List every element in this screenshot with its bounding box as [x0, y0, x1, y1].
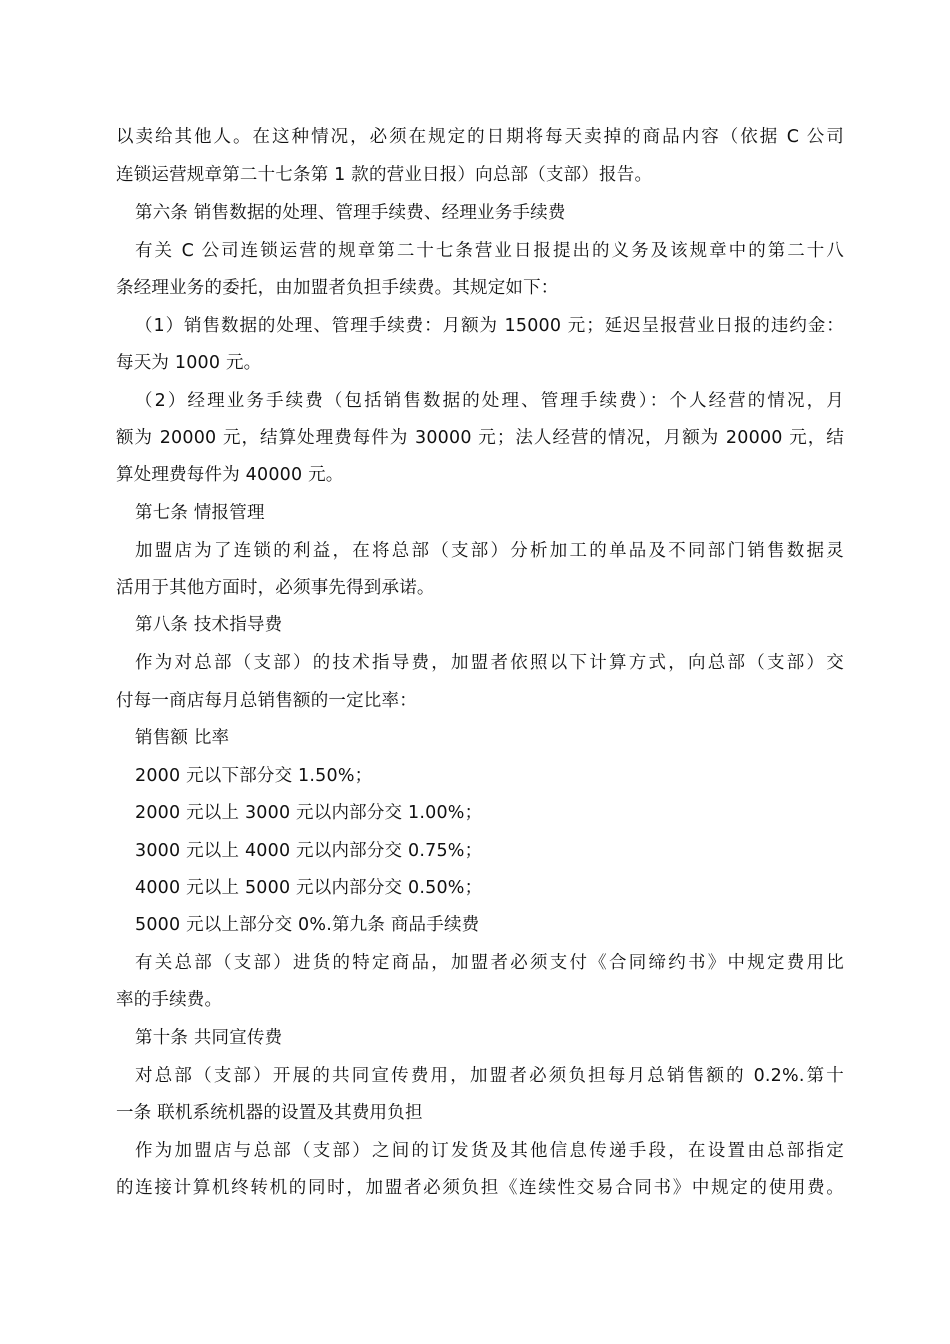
paragraph-line: 以卖给其他人。在这种情况，必须在规定的日期将每天卖掉的商品内容（依据 C 公司 — [116, 127, 844, 147]
paragraph-line: 条经理业务的委托，由加盟者负担手续费。其规定如下： — [116, 278, 559, 298]
paragraph-line: 额为 20000 元，结算处理费每件为 30000 元；法人经营的情况，月额为 20000 元，结 — [116, 428, 844, 448]
paragraph-line: 作为对总部（支部）的技术指导费，加盟者依照以下计算方式，向总部（支部）交 — [135, 653, 844, 673]
paragraph-line: 的连接计算机终转机的同时，加盟者必须负担《连续性交易合同书》中规定的使用费。 — [116, 1178, 844, 1198]
rate-row: 3000 元以上 4000 元以内部分交 0.75%； — [135, 841, 483, 861]
paragraph-line: 率的手续费。 — [116, 990, 223, 1010]
paragraph-line: （2）经理业务手续费（包括销售数据的处理、管理手续费）：个人经营的情况，月 — [135, 391, 844, 411]
rate-row: 4000 元以上 5000 元以内部分交 0.50%； — [135, 878, 483, 898]
article-heading: 第七条 情报管理 — [135, 503, 265, 523]
article-heading: 第六条 销售数据的处理、管理手续费、经理业务手续费 — [135, 203, 566, 223]
rate-row: 2000 元以上 3000 元以内部分交 1.00%； — [135, 803, 483, 823]
paragraph-line: 加盟店为了连锁的利益，在将总部（支部）分析加工的单品及不同部门销售数据灵 — [135, 541, 844, 561]
paragraph-line: 有关 C 公司连锁运营的规章第二十七条营业日报提出的义务及该规章中的第二十八 — [135, 241, 844, 261]
rate-row: 5000 元以上部分交 0%.第九条 商品手续费 — [135, 915, 480, 935]
paragraph-line: 算处理费每件为 40000 元。 — [116, 465, 344, 485]
paragraph-line: 一条 联机系统机器的设置及其费用负担 — [116, 1103, 423, 1123]
article-heading: 第十条 共同宣传费 — [135, 1028, 283, 1048]
paragraph-line: 每天为 1000 元。 — [116, 353, 262, 373]
paragraph-line: 活用于其他方面时，必须事先得到承诺。 — [116, 578, 435, 598]
paragraph-line: 作为加盟店与总部（支部）之间的订发货及其他信息传递手段，在设置由总部指定 — [135, 1141, 844, 1161]
paragraph-line: （1）销售数据的处理、管理手续费：月额为 15000 元；延迟呈报营业日报的违约金： — [135, 316, 844, 336]
paragraph-line: 付每一商店每月总销售额的一定比率： — [116, 691, 417, 711]
article-heading: 第八条 技术指导费 — [135, 615, 283, 635]
rate-row: 2000 元以下部分交 1.50%； — [135, 766, 373, 786]
paragraph-line: 对总部（支部）开展的共同宣传费用，加盟者必须负担每月总销售额的 0.2%.第十 — [135, 1066, 844, 1086]
paragraph-line: 连锁运营规章第二十七条第 1 款的营业日报）向总部（支部）报告。 — [116, 165, 653, 185]
paragraph-line: 有关总部（支部）进货的特定商品，加盟者必须支付《合同缔约书》中规定费用比 — [135, 953, 844, 973]
rate-table-header: 销售额 比率 — [135, 728, 230, 748]
